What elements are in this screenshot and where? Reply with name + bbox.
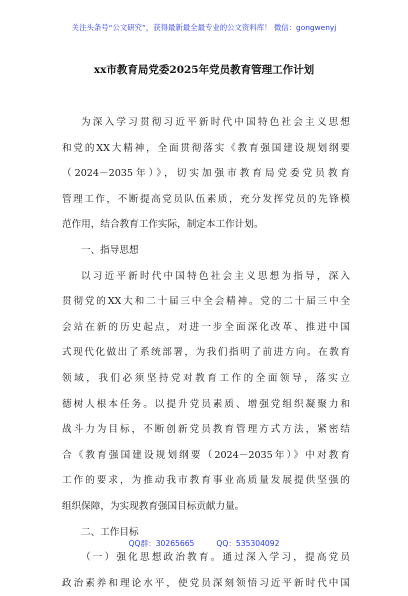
footer-contact xyxy=(0,538,408,549)
body-line: 组织保障，为实现教育强国目标贡献力量。 xyxy=(62,500,245,512)
section-heading: 二、工作目标 xyxy=(81,526,139,538)
body-line: 贯彻党的XX大和二十届三中全会精神。党的二十届三中全 xyxy=(62,296,350,308)
body-line: 会站在新的历史起点，对进一步全面深化改革、推进中国 xyxy=(62,321,350,333)
body-line: 式现代化做出了系统部署，为我们指明了前进方向。在教育 xyxy=(62,347,350,359)
footer-qq: QQ：535304092 xyxy=(216,539,280,548)
body-line: 战斗力为目标，不断创新党员教育管理方式方法，紧密结 xyxy=(62,424,350,436)
body-line: 范作用，结合教育工作实际，制定本工作计划。 xyxy=(62,219,264,231)
body-line: 德树人根本任务。以提升党员素质、增强党组织凝聚力和 xyxy=(62,398,350,410)
body-line: 管理工作，不断提高党员队伍素质，充分发挥党员的先锋模 xyxy=(62,193,350,205)
body-line: 以习近平新时代中国特色社会主义思想为指导，深入 xyxy=(81,270,350,282)
body-line: 政治素养和理论水平，使党员深刻领悟习近平新时代中国 xyxy=(62,577,350,589)
body-line: 和党的XX大精神，全面贯彻落实《教育强国建设规划纲要 xyxy=(62,142,350,154)
document-title: xx市教育局党委2025年党员教育管理工作计划 xyxy=(93,64,315,76)
header-promo-note: 关注头条号“公文研究”，获得最新最全最专业的公文资料库！ 微信：gongwenyj xyxy=(71,23,337,32)
footer-qq-group: QQ群：30265665 xyxy=(128,539,195,548)
section-heading: 一、指导思想 xyxy=(81,244,139,256)
body-line: 为深入学习贯彻习近平新时代中国特色社会主义思想 xyxy=(81,117,350,128)
body-line: 合《教育强国建设规划纲要（2024－2035年）》中对教育 xyxy=(62,449,350,461)
body-line: 领域，我们必须坚持党对教育工作的全面领导，落实立 xyxy=(62,372,350,384)
document-body xyxy=(62,110,350,596)
body-line: （一）强化思想政治教育。通过深入学习，提高党员 xyxy=(81,552,350,564)
body-line: （2024－2035年）》，切实加强市教育局党委党员教育 xyxy=(62,168,350,180)
body-line: 工作的要求，为推动我市教育事业高质量发展提供坚强的 xyxy=(62,475,350,487)
